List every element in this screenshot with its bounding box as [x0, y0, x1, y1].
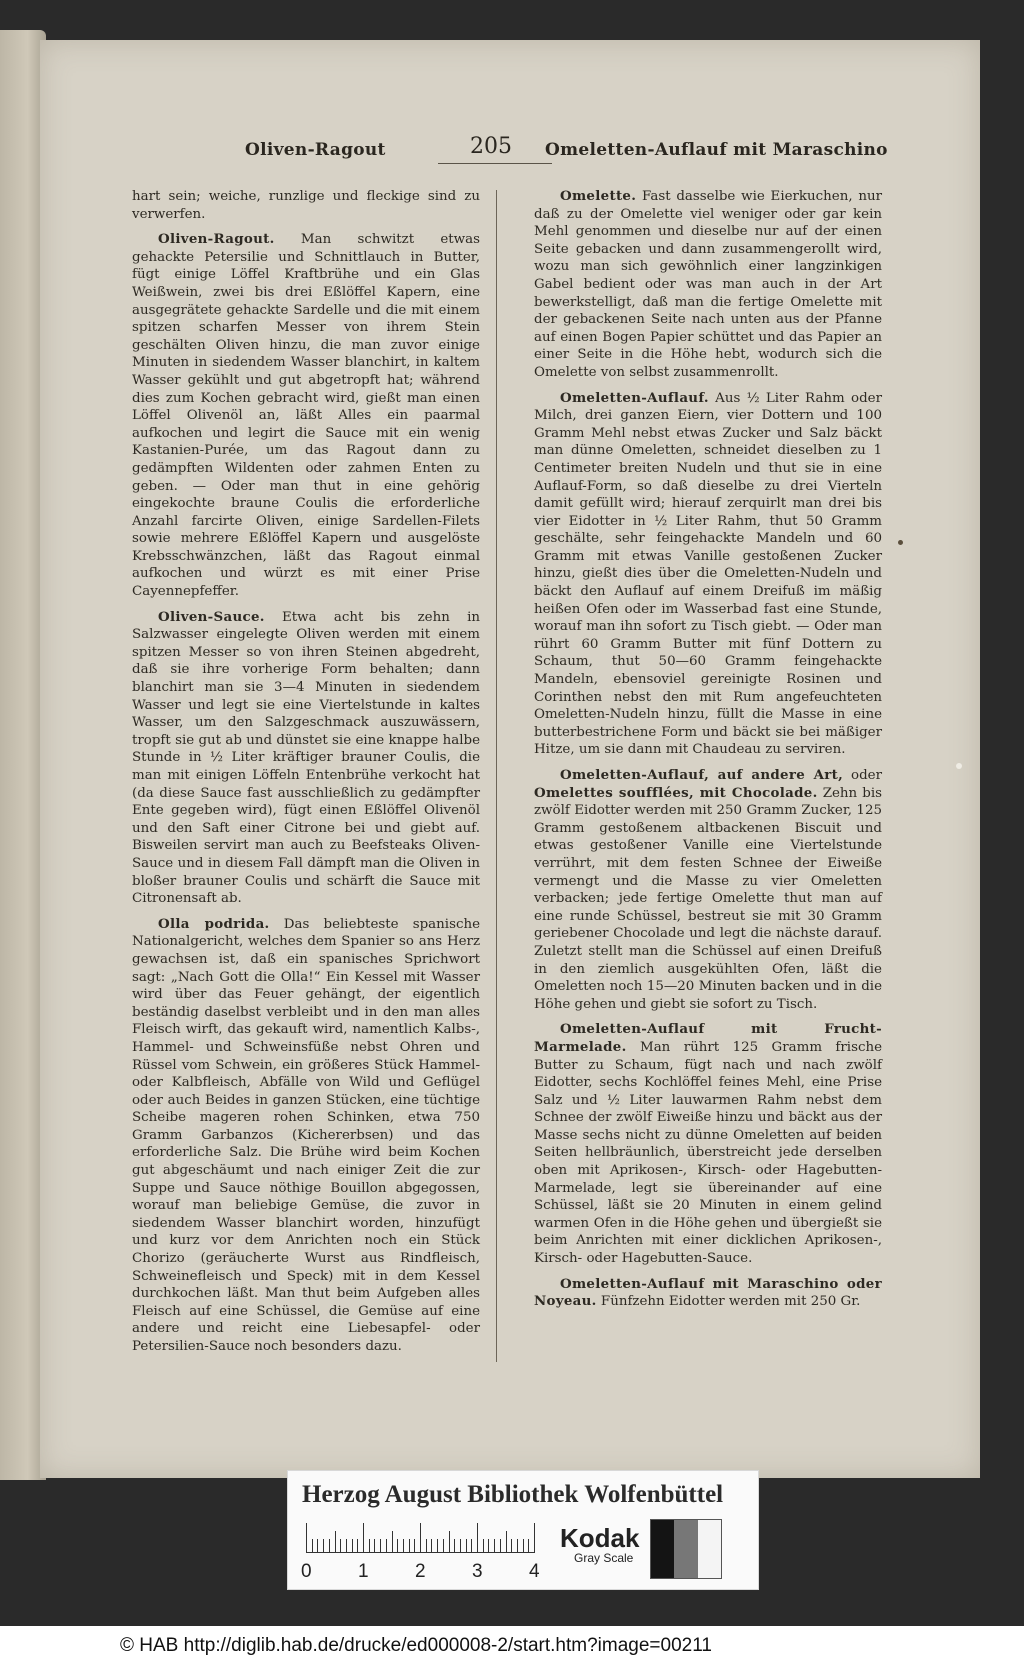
ruler-tick	[460, 1539, 461, 1553]
ruler-tick	[466, 1539, 467, 1553]
gray-scale-label: Gray Scale	[574, 1551, 634, 1565]
swatch-black	[651, 1520, 674, 1578]
entry-body: Man rührt 125 Gramm frische Butter zu Schaum, fügt nach und nach zwölf Eidotter, sechs Kochlöffel feines Mehl, eine Prise Salz und ½ Liter lauwarmen Rahm nebst dem Schnee der zwölf Eiweiße hinzu und bäckt aus der Masse sechs nicht zu dünne Omeletten auf beiden Seiten hellbräunlich, überstreicht jede derselben oben mit Aprikosen-, Kirsch- oder Hagebutten-Marmelade, legt sie übereinander auf eine Schüssel, läßt sie 20 Minuten in einem gelind warmen Ofen in die Höhe gehen und übergießt sie beim Anrichten mit einer dicklichen Aprikosen-, Kirsch- oder Hagebutten-Sauce.	[534, 1039, 882, 1267]
entry-body: Etwa acht bis zehn in Salzwasser eingelegte Oliven werden mit einem spitzen Messer so von ihren Steinen abgedreht, daß sie ihre vorherige Form behalten; dann blanchirt man sie 3—4 Minuten in siedendem Wasser und legt sie eine Viertelstunde in kaltes Wasser, um den Salzgeschmack auszuwässern, tropft sie gut ab und dünstet sie eine knappe halbe Stunde in ½ Liter kräftiger brauner Coulis, die man mit einigen Löffeln Entenbrühe verkocht hat (da diese Sauce fast ausschließlich zu gedämpfter Ente gegeben wird), fügt einen Eßlöffel Olivenöl und den Saft einer Citrone bei und giebt auf. Bisweilen servirt man auch zu Beefsteaks Oliven-Sauce und in diesem Fall dämpft man die Oliven in bloßer brauner Coulis und schärft die Sauce mit Citronensaft ab.	[132, 609, 480, 907]
ruler-tick	[374, 1539, 375, 1553]
ruler-tick	[380, 1539, 381, 1553]
paragraph-continuation: hart sein; weiche, runzlige und fleckige sind zu verwerfen.	[132, 189, 480, 222]
entry-title: Omeletten-Auflauf.	[560, 389, 709, 406]
entry-omeletten-auflauf	[534, 390, 882, 759]
ruler-tick	[534, 1523, 535, 1553]
ruler-tick	[528, 1539, 529, 1553]
entry-oliven-sauce	[132, 609, 480, 908]
ruler-tick	[477, 1523, 478, 1553]
scale-number: 4	[529, 1561, 540, 1582]
swatch-white	[698, 1520, 721, 1578]
entry-omeletten-auflauf-andere-art	[534, 767, 882, 1013]
ruler-tick	[392, 1531, 393, 1553]
ruler-tick	[357, 1539, 358, 1553]
library-name: Herzog August Bibliothek Wolfenbüttel	[302, 1481, 724, 1508]
ruler-tick	[443, 1539, 444, 1553]
entry-title: Olla podrida.	[158, 915, 270, 932]
ruler-tick	[437, 1539, 438, 1553]
ruler-tick	[511, 1539, 512, 1553]
entry-body: Fast dasselbe wie Eierkuchen, nur daß zu der Omelette viel weniger oder gar kein Mehl genommen und dieselbe nur auf der einen Seite gebacken und dann zusammengerollt wird, wozu man sich gewöhnlich einer langzinkigen Gabel bedient oder was man auch in der Art bewerkstelligt, daß man die fertige Omelette mit der gebackenen Seite nach unten aus der Pfanne auf einen Bogen Papier schüttet und das Papier an einer Seite in die Höhe hebt, wodurch sich die Omelette von selbst zusammenrollt.	[534, 189, 882, 380]
book-page	[40, 40, 980, 1478]
ruler-tick	[403, 1539, 404, 1553]
entry-body: Aus ½ Liter Rahm oder Milch, drei ganzen Eiern, vier Dottern und 100 Gramm Mehl nebst etwas Zucker und Salz bäckt man dünne Omeletten, schneidet dieselben zu 1 Centimeter breiten Nudeln und thut sie in eine Auflauf-Form, so daß dieselbe zu drei Vierteln damit gefüllt wird; hierauf zerquirlt man drei bis vier Eidotter in ½ Liter Rahm, thut 50 Gramm geschälte, sehr feingehackte Mandeln und 60 Gramm mit etwas Vanille gestoßenen Zucker hinzu, gießt dies über die Omeletten-Nudeln und bäckt den Auflauf auf einem Dreifuß im mäßig heißen Ofen oder im Wasserbad fast eine Stunde, worauf man ihn sofort zu Tisch giebt. — Oder man rührt 60 Gramm Butter mit fünf Dottern zu Schaum, thut 50—60 Gramm feingehackte Mandeln, ebensoviel gereinigte Rosinen und Corinthen nebst den mit Rum angefeuchteten Omeletten-Nudeln hinzu, füllt die Masse in eine butterbestrichene Form und bäckt sie bei mäßiger Hitze, um sie dann mit Chaudeau zu serviren.	[534, 390, 882, 758]
ruler-tick	[494, 1539, 495, 1553]
swatch-gray	[674, 1520, 697, 1578]
ruler-tick	[312, 1539, 313, 1553]
entry-body: Das beliebteste spanische Nationalgericht, welches dem Spanier so ans Herz gewachsen ist, daß ein spanisches Sprichwort sagt: „Nach Gott die Olla!“ Ein Kessel mit Wasser wird über das Feuer gehängt, der eigentlich beständig daselbst verbleibt und in den man alles Fleisch wirft, das gekauft wird, namentlich Kalbs-, Hammel- und Schweinsfüße nebst Ohren und Rüssel vom Schwein, ein größeres Stück Hammel- oder Kalbfleisch, Abfälle von Wild und Geflügel oder auch Beides in ganzen Stücken, eine tüchtige Scheibe mageren rohen Schinken, etwa 750 Gramm Garbanzos (Kichererbsen) und das erforderliche Salz. Die Brühe wird beim Kochen gut abgeschäumt und nach einiger Zeit die zur Suppe und Sauce nöthige Bouillon abgegossen, worauf man beliebige Gemüse, die zuvor in siedendem Wasser blanchirt worden, hinzufügt und kurz vor dem Anrichten noch ein Stück Chorizo (geräucherte Wurst aus Rindfleisch, Schweinefleisch und Speck) mit in dem Kessel durchkochen läßt. Man thut beim Aufgeben alles Fleisch auf eine Schüssel, die Gemüse auf eine andere und reicht eine Liebesapfel- oder Petersilien-Sauce noch besonders dazu.	[132, 916, 480, 1354]
entry-title: Omeletten-Auflauf, auf andere Art,	[560, 767, 844, 783]
entry-title: Omeletten-Auflauf mit Maraschino oder Noyeau.	[534, 1275, 882, 1310]
entry-title: Oliven-Sauce.	[158, 608, 265, 625]
gray-swatches	[650, 1519, 722, 1579]
scale-number: 1	[358, 1561, 369, 1582]
ruler-tick	[500, 1539, 501, 1553]
ruler-tick	[340, 1539, 341, 1553]
entry-title-connector: oder	[851, 768, 882, 783]
page-number: 205	[470, 134, 512, 159]
ruler-tick	[386, 1539, 387, 1553]
ruler-tick	[409, 1539, 410, 1553]
scale-number: 3	[472, 1561, 483, 1582]
entry-omeletten-auflauf-maraschino	[534, 1276, 882, 1311]
header-right-title: Omeletten-Auflauf mit Maraschino	[545, 140, 888, 160]
ruler-tick	[483, 1539, 484, 1553]
ruler-tick	[420, 1523, 421, 1553]
scale-ruler	[306, 1523, 534, 1553]
entry-subtitle: Omelettes soufflées, mit Chocolade.	[534, 784, 818, 801]
ruler-tick	[329, 1539, 330, 1553]
ruler-tick	[426, 1539, 427, 1553]
header-left-title: Oliven-Ragout	[245, 140, 386, 160]
scale-number: 0	[301, 1561, 312, 1582]
paper-spot	[956, 763, 962, 769]
ruler-tick	[414, 1539, 415, 1553]
ruler-tick	[517, 1539, 518, 1553]
kodak-logo: Kodak	[560, 1523, 640, 1553]
ruler-tick	[506, 1531, 507, 1553]
ruler-tick	[363, 1523, 364, 1553]
copyright-link[interactable]: © HAB http://diglib.hab.de/drucke/ed000008-2/start.htm?image=00211	[120, 1635, 712, 1656]
page-header	[40, 40, 980, 170]
entry-olla-podrida	[132, 916, 480, 1356]
entry-body: Zehn bis zwölf Eidotter werden mit 250 Gramm Zucker, 125 Gramm gestoßenem altbackenen Biscuit und etwas gestoßener Vanille eine Viertelstunde verrührt, mit dem festen Schnee der Eiweiße vermengt und die Masse zu vier Omeletten verbacken; jede fertige Omelette thut man auf eine runde Schüssel, bestreut sie mit 30 Gramm geriebener Chocolade und legt die nächste darauf. Zuletzt stellt man die Schüssel auf einen Dreifuß in den ziemlich ausgekühlten Ofen, läßt die Omeletten noch 15—20 Minuten backen und in die Höhe gehen und giebt sie sofort zu Tisch.	[534, 785, 882, 1012]
ruler-tick	[397, 1539, 398, 1553]
ruler-tick	[369, 1539, 370, 1553]
column-divider	[496, 190, 497, 1362]
ruler-tick	[323, 1539, 324, 1553]
ruler-tick	[431, 1539, 432, 1553]
ruler-tick	[523, 1539, 524, 1553]
right-column	[534, 188, 882, 1319]
paper-spot	[898, 540, 903, 545]
entry-body: Fünfzehn Eidotter werden mit 250 Gr.	[600, 1294, 861, 1310]
entry-body: Man schwitzt etwas gehackte Petersilie und Schnittlauch in Butter, fügt einige Löffel Kraftbrühe und ein Glas Weißwein, zwei bis drei Eßlöffel Kapern, eine ausgegrätete gehackte Sardelle und die mit einem spitzen scharfen Messer von ihrem Stein geschälten Oliven hinzu, die man zuvor einige Minuten in siedendem Wasser blanchirt, in kaltem Wasser gekühlt und gut abgetropft hat; während dies zum Kochen gebracht wird, gießt man einen Löffel Olivenöl an, läßt Alles ein paarmal aufkochen und legirt die Sauce mit ein wenig Kastanien-Purée, um das Ragout dann zu gedämpften Wildenten oder zahmen Enten zu geben. — Oder man thut in eine gehörig eingekochte braune Coulis die erforderliche Anzahl farcirte Oliven, einige Sardellen-Filets sowie mehrere Eßlöffel Kapern und ausgelöste Krebsschwänzchen, läßt das Ragout einmal aufkochen und würzt es mit einer Prise Cayennepfeffer.	[132, 232, 480, 600]
entry-title: Omeletten-Auflauf mit Frucht-Marmelade.	[534, 1021, 882, 1055]
header-rule	[438, 163, 552, 164]
ruler-tick	[335, 1531, 336, 1553]
ruler-tick	[454, 1539, 455, 1553]
entry-title: Omelette.	[560, 188, 637, 204]
ruler-tick	[471, 1539, 472, 1553]
copyright-footer	[0, 1626, 1024, 1666]
ruler-tick	[449, 1531, 450, 1553]
ruler-tick	[317, 1539, 318, 1553]
entry-omeletten-auflauf-frucht	[534, 1021, 882, 1267]
ruler-tick	[306, 1523, 307, 1553]
entry-omelette	[534, 188, 882, 382]
ruler-tick	[346, 1539, 347, 1553]
entry-oliven-ragout	[132, 231, 480, 600]
ruler-tick	[488, 1539, 489, 1553]
color-target-card	[287, 1470, 759, 1590]
left-column	[132, 188, 480, 1364]
ruler-tick	[352, 1539, 353, 1553]
entry-title: Oliven-Ragout.	[158, 231, 275, 248]
scale-number: 2	[415, 1561, 426, 1582]
